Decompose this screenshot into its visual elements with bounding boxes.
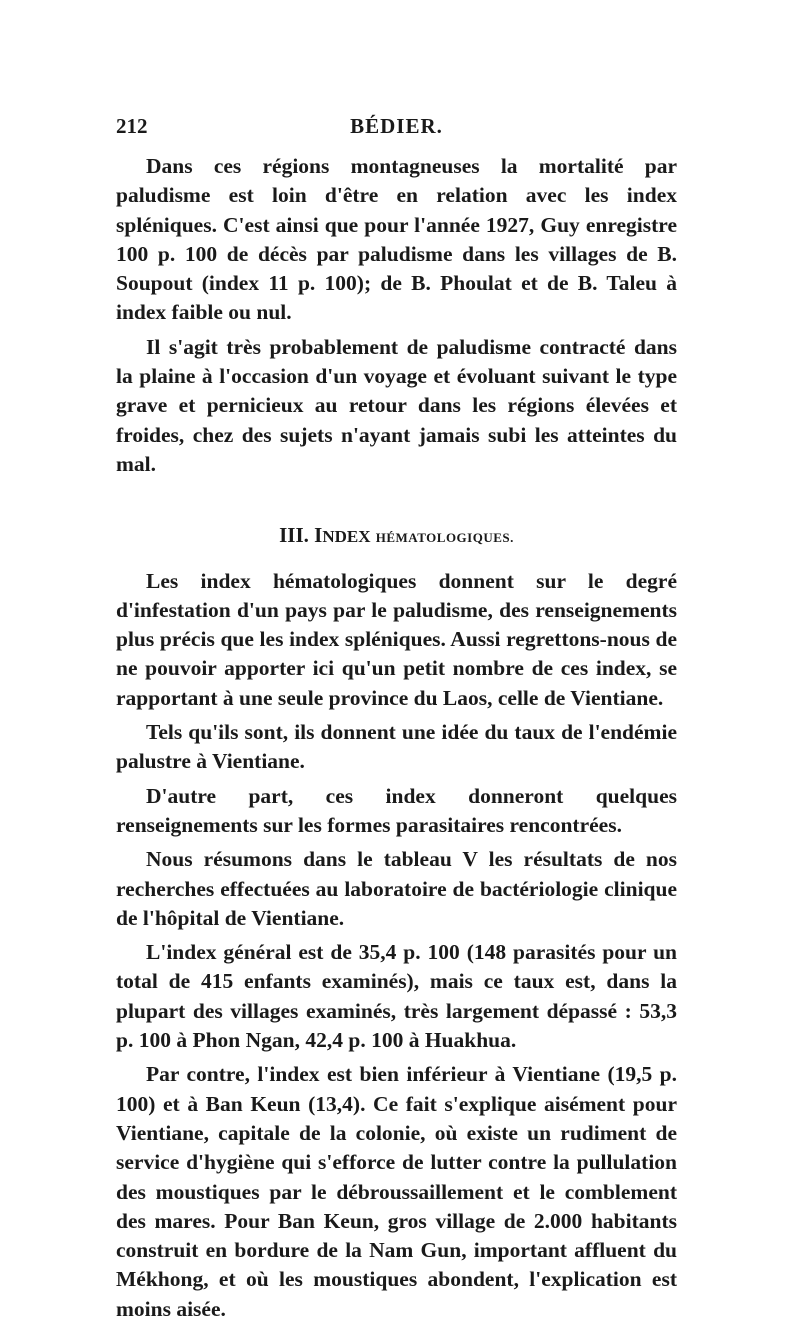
running-title: BÉDIER. (350, 114, 443, 138)
section-number: III. (279, 523, 309, 548)
body-text (116, 152, 677, 1329)
paragraph-table-summary: Nous résumons dans le tableau V les résultats de nos recherches effectuées au laboratoire de bactériologie clinique de l'hôpital de Vientiane. (116, 847, 677, 930)
paragraph-contracted-plain: Il s'agit très probablement de paludisme contracté dans la plaine à l'occasion d'un voyage et évoluant suivant le type grave et pernicieux au retour dans les régions élevées et froides, chez des sujets n'ayant jamais subi les atteintes du mal. (116, 334, 677, 476)
running-head (116, 114, 677, 142)
paragraph-vientiane-ban-keun: Par contre, l'index est bien inférieur à Vientiane (19,5 p. 100) et à Ban Keun (13,4). Ce fait s'explique aisément pour Vientiane, capitale de la colonie, où existe un rudiment de service d'hygiène qui s'efforce de lutter contre la pullulation des moustiques par le débroussaillement et le comblement des mares. Pour Ban Keun, gros village de 2.000 habitants construit en bordure de la Nam Gun, important affluent du Mékhong, et où les moustiques abondent, l'explication est moins aisée. (116, 1062, 677, 1321)
paragraph-mortality: Dans ces régions montagneuses la mortalité par paludisme est loin d'être en relation avec les index spléniques. C'est ainsi que pour l'année 1927, Guy enregistre 100 p. 100 de décès par paludisme dans les villages de B. Soupout (index 11 p. 100); de B. Phoulat et de B. Taleu à index faible ou nul. (116, 154, 677, 325)
section-title-rest-2: HÉMATOLOGIQUES. (375, 530, 514, 546)
paragraph-general-index: L'index général est de 35,4 p. 100 (148 parasités pour un total de 415 enfants examinés), mais ce taux est, dans la plupart des villages examinés, très largement dépassé : 53,3 p. 100 à Phon Ngan, 42,4 p. 100 à Huakhua. (116, 940, 677, 1053)
section-title-initial: I (314, 523, 323, 548)
section-heading (116, 521, 677, 552)
paragraph-hematologic-index: Les index hématologiques donnent sur le degré d'infestation d'un pays par le paludisme, des renseignements plus précis que les index spléniques. Aussi regrettons-nous de ne pouvoir apporter ici qu'un petit nombre de ces index, se rapportant à une seule province du Laos, celle de Vientiane. (116, 568, 677, 710)
page-number: 212 (116, 114, 148, 138)
section-title-rest-1: NDEX (322, 527, 371, 547)
paragraph-parasitic-forms: D'autre part, ces index donneront quelques renseignements sur les formes parasitaires rencontrées. (116, 783, 677, 837)
paragraph-endemic-rate: Tels qu'ils sont, ils donnent une idée du taux de l'endémie palustre à Vientiane. (116, 720, 677, 774)
